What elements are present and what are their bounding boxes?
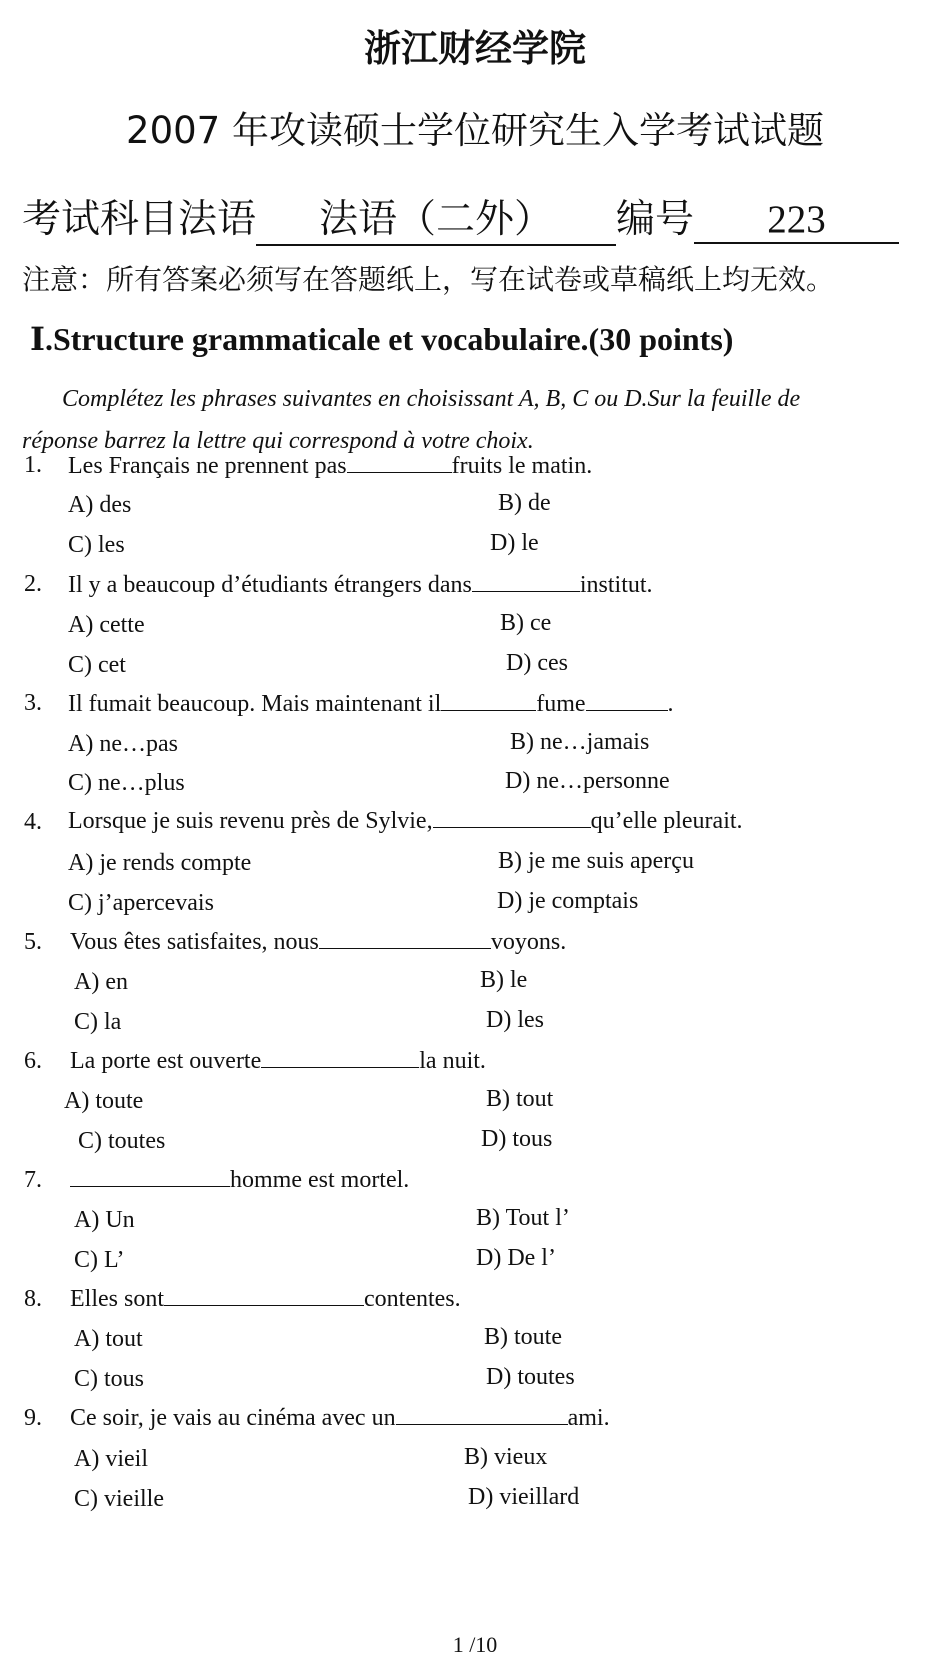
option-d: D) De l’ xyxy=(476,1245,556,1271)
question-text: Vous êtes satisfaites, nous voyons. xyxy=(70,929,567,955)
question-text: Les Français ne prennent pas fruits le matin. xyxy=(68,453,593,479)
question-text: Il y a beaucoup d’étudiants étrangers dans institut. xyxy=(68,572,653,598)
option-d: D) vieillard xyxy=(468,1484,580,1510)
option-c: C) tous xyxy=(74,1366,145,1392)
question-text: homme est mortel. xyxy=(70,1166,409,1194)
instruction-line-1: Complétez les phrases suivantes en choisissant A, B, C ou D.Sur la feuille de xyxy=(62,386,801,412)
option-a: A) vieil xyxy=(74,1446,148,1472)
option-d: D) je comptais xyxy=(497,888,639,914)
question-number: 2. xyxy=(24,571,42,597)
option-d: D) les xyxy=(486,1007,544,1033)
option-d: D) tous xyxy=(481,1126,553,1152)
option-a: A) Un xyxy=(74,1207,135,1233)
option-b: B) Tout l’ xyxy=(476,1205,570,1231)
option-c: C) cet xyxy=(68,652,126,678)
exam-title: 2007 年攻读硕士学位研究生入学考试试题 xyxy=(126,109,824,152)
option-c: C) les xyxy=(68,532,125,558)
question-text: La porte est ouverte la nuit. xyxy=(70,1048,486,1074)
question-number: 5. xyxy=(24,929,42,955)
option-b: B) de xyxy=(498,490,551,516)
option-a: A) des xyxy=(68,492,132,518)
subject-label: 考试科目法语 xyxy=(22,197,257,242)
question-number: 6. xyxy=(24,1048,42,1074)
question-text: Ce soir, je vais au cinéma avec un ami. xyxy=(70,1405,610,1431)
option-b: B) tout xyxy=(486,1086,554,1112)
question-text: Elles sont contentes. xyxy=(70,1286,461,1312)
question-number: 1. xyxy=(24,452,42,478)
code-value: 223 xyxy=(694,197,899,244)
option-c: C) toutes xyxy=(78,1128,166,1154)
option-d: D) le xyxy=(490,530,539,556)
option-a: A) cette xyxy=(68,612,145,638)
option-b: B) le xyxy=(480,967,528,993)
option-a: A) en xyxy=(74,969,128,995)
subject-line xyxy=(22,188,899,246)
option-c: C) la xyxy=(74,1009,122,1035)
question-number: 9. xyxy=(24,1405,42,1431)
option-a: A) ne…pas xyxy=(68,731,178,757)
option-b: B) toute xyxy=(484,1324,562,1350)
question-number: 7. xyxy=(24,1167,42,1193)
school-name: 浙江财经学院 xyxy=(364,27,586,70)
option-a: A) tout xyxy=(74,1326,143,1352)
question-number: 3. xyxy=(24,690,42,716)
option-c: C) L’ xyxy=(74,1247,125,1273)
section-title: Ⅰ.Structure grammaticale et vocabulaire.(30 points) xyxy=(30,321,734,357)
option-b: B) ce xyxy=(500,610,552,636)
option-d: D) ne…personne xyxy=(505,768,670,794)
notice: 注意：所有答案必须写在答题纸上，写在试卷或草稿纸上均无效。 xyxy=(22,263,835,296)
question-number: 4. xyxy=(24,809,42,835)
page-number: 1 /10 xyxy=(452,1632,498,1657)
instruction-line-2: réponse barrez la lettre qui correspond à votre choix. xyxy=(22,428,534,454)
option-d: D) toutes xyxy=(486,1364,575,1390)
option-b: B) vieux xyxy=(464,1444,548,1470)
question-text: Lorsque je suis revenu près de Sylvie, qu’elle pleurait. xyxy=(68,808,743,834)
subject-value: 法语（二外） xyxy=(256,188,616,246)
question-number: 8. xyxy=(24,1286,42,1312)
option-c: C) ne…plus xyxy=(68,770,185,796)
option-c: C) j’apercevais xyxy=(68,890,214,916)
option-d: D) ces xyxy=(506,650,568,676)
option-b: B) ne…jamais xyxy=(510,729,650,755)
option-b: B) je me suis aperçu xyxy=(498,848,694,874)
option-c: C) vieille xyxy=(74,1486,164,1512)
code-label: 编号 xyxy=(616,197,695,242)
question-text: Il fumait beaucoup. Mais maintenant il fume . xyxy=(68,691,674,717)
option-a: A) je rends compte xyxy=(68,850,252,876)
option-a: A) toute xyxy=(64,1088,144,1114)
